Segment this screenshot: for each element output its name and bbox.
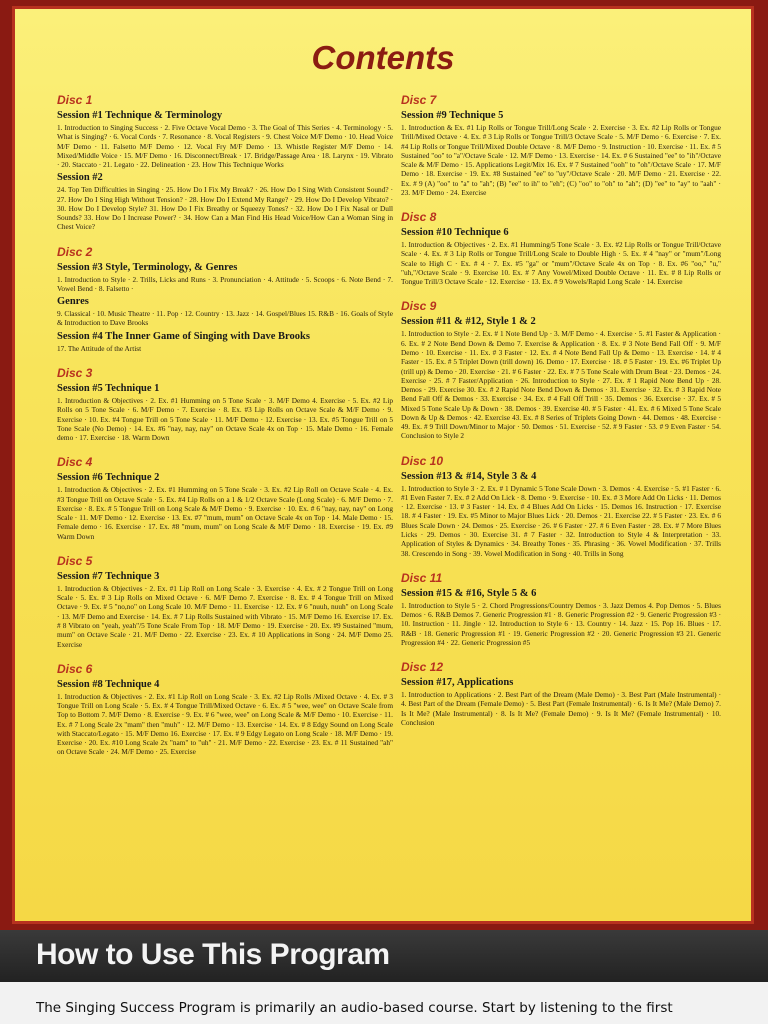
session-track-list: 1. Introduction & Objectives · 2. Ex. #1 Humming on 5 Tone Scale · 3. Ex. #2 Lip Roll on Octave Scale · 4. Ex. #3 Tongue Trill on Octave Scale · 5. Ex. #4 Lip Rolls on a 1 & 1/2 Octave Scale (Long Scale) · 6. M/F Demo · 7. Exercise · 8. Ex. # 5 Tongue Trill on Long Scale & M/F Demo · 9. Exercise · 10. Ex. # 6 "nay, nay, nay" on Long Scale · 11. M/F Demo · 12. Exercise · 13. Ex. #7 "mum, mum" on Octave Scale 4x on Top · 14. Male Demo · 15. Female demo · 16. Exercise · 17. Ex. #8 "mum, mum" on Long Scale & M/F Demo · 18. Exercise · 19. Ex. #9 Warm Down bbox=[57, 485, 393, 541]
disc-block bbox=[57, 662, 393, 757]
session-title: Session #5 Technique 1 bbox=[57, 382, 160, 394]
section-banner bbox=[0, 930, 768, 982]
session-track-list: 1. Introduction & Objectives · 2. Ex. #1 Humming on 5 Tone Scale · 3. M/F Demo 4. Exercise · 5. Ex. #2 Lip Rolls on 5 Tone Scale · 6. M/F Demo · 7. Exercise · 8. Ex. #3 Lip Rolls on Octave Scale & M/F Demo · 9. Exercise · 10. Ex. #4 Tongue Trill on 5 Tone Scale · 11. M/F Demo · 12. Exercise · 13. Ex. #5 Tongue Trill on 5 Tone Scale (No Demo) · 14. Ex. #6 "nay, nay, nay" on Octave Scale 4x on Top · 15. Male Demo · 16. Female demo · 17. Exercise · 18. Warm Down bbox=[57, 395, 393, 443]
left-column bbox=[57, 93, 393, 770]
session-track-list: 1. Introduction to Style 5 · 2. Chord Progressions/Country Demos · 3. Jazz Demos 4. Pop Demos · 5. Blues Demos · 6. R&B Demos 7. Generic Progression #1 · 8. Generic Progression #2 · 9. Generic Progression #3 · 10. Instruction · 11. Jingle · 12. Introduction to Style 6 · 13. Country · 14. Jazz · 15. Pop 16. Blues · 17. R&B · 18. Generic Progression #1 · 19. Generic Progression #2 · 20. Generic Progression #3 21. Generic Progression #4 · 22. Generic Progression #5 bbox=[401, 600, 721, 647]
disc-block bbox=[401, 660, 721, 727]
session-title: Session #8 Technique 4 bbox=[57, 678, 160, 690]
session-track-list: 1. Introduction to Singing Success · 2. Five Octave Vocal Demo · 3. The Goal of This Series · 4. Terminology · 5. What is Singing? · 6. Vocal Cords · 7. Resonance · 8. Vocal Registers · 9. Chest Voice M/F Demo · 10. Head Voice M/F Demo · 11. Falsetto M/F Demo · 12. Vocal Fry M/F Demo · 13. Whistle Register M/F Demo · 14. Mixed/Middle Voice · 15. M/F Demo · 16. Disconnect/Break · 17. Bridge/Passage Area · 18. Larynx · 19. Vibrato · 20. Staccato · 21. Legato · 22. Delineation · 23. How This Technique Works bbox=[57, 123, 393, 170]
session-track-list: 1. Introduction & Objectives · 2. Ex. #1 Lip Roll on Long Scale · 3. Ex. #2 Lip Rolls /Mixed Octave · 4. Ex. # 3 Tongue Trill on Long Scale · 5. Ex. # 4 Tongue Trill/Mixed Octave · 6. Ex. # 5 "wee, wee" on Octave Scale from Top to Bottom 7. M/F Demo · 8. Exercise · 9. Ex. # 6 "wee, wee" on Long Scale & M/F Demo · 10. Exercise · 11. Ex. # 7 Long Scale 2x "mam" then "muh" · 12. M/F Demo · 13. Exercise · 14. Ex. # 8 Edgy Sound on Long Scale with Staccato/Legato · 15. M/F Demo 16. Exercise · 17. Ex. # 9 Edgy Legato on Long Scale · 18. M/F Demo · 19. Exercise · 20. Ex. #10 Long Scale 2x "nam" to "uh" · 21. M/F Demo · 22. Exercise · 23. Ex. # 11 Sustained "ah" on Octave Scale · 24. M/F Demo · 25. Exercise bbox=[57, 691, 393, 757]
session-track-list: 1. Introduction to Applications · 2. Best Part of the Dream (Male Demo) · 3. Best Part (Male Instrumental) · 4. Best Part of the Dream (Female Demo) · 5. Best Part (Female Instrumental) · 6. Is It Me? (Male Demo) 7. Is It Me? (Male Instrumental) · 8. Is It Me? (Female Demo) · 9. Is It Me? (Female Instrumental) · 10. Conclusion bbox=[401, 690, 721, 727]
disc-title: Disc 9 bbox=[401, 299, 437, 314]
contents-page bbox=[12, 6, 754, 924]
session-title: Session #13 & #14, Style 3 & 4 bbox=[401, 470, 537, 482]
intro-text: The Singing Success Program is primarily an audio-based course. Start by listening to the first bbox=[36, 1000, 673, 1016]
disc-title: Disc 11 bbox=[401, 570, 443, 585]
session-track-list: 9. Classical · 10. Music Theatre · 11. Pop · 12. Country · 13. Jazz · 14. Gospel/Blues 15. R&B · 16. Goals of Style & Introduction to Dave Brooks bbox=[57, 309, 393, 328]
session-track-list: 1. Introduction & Objectives · 2. Ex. #1 Humming/5 Tone Scale · 3. Ex. #2 Lip Rolls or Tongue Trill/Octave Scale · 4. Ex. # 3 Lip Rolls or Tongue Trill/Long Scale to Double High · 5. Ex. # 4 "nay" or "mum"/Long Scale to High C · Ex. # 4 · 7. Ex. #5 "ga" or "mum"/Octave Scale 4x on Top · 8. Ex. #6 "oo," "u," "uh,"/Octave Scale · 9. Exercise 10. Ex. # 7 Any Vowel/Mixed Double Octave · 11. Ex. # 8 Lip Rolls or Tongue Trill/3 Octave Scale · 12. Exercise · 13. Ex. # 9 Vowels/Rapid Long Scale · 14. Exercise bbox=[401, 240, 721, 287]
session-title: Session #7 Technique 3 bbox=[57, 570, 160, 582]
disc-block bbox=[401, 210, 721, 286]
session-track-list: 1. Introduction & Ex. #1 Lip Rolls or Tongue Trill/Long Scale · 2. Exercise · 3. Ex. #2 Lip Rolls or Tongue Trill/Mixed Octave · 4. Ex. # 3 Lip Rolls or Tongue Trill/3 Octave Scale · 5. M/F Demo · 6. Exercise · 7. Ex. #4 Lip Rolls or Tongue Trill/Mixed Double Octave · 8. M/F Demo · 9. Instruction · 10. Exercise · 11. Ex. # 5 Sustained "oo" to "a"/Octave Scale · 12. M/F Demo · 13. Exercise · 14. Ex. # 6 Sustained "ee" to "ih"/Octave Scale & M/F Demo · 15. Applications Legit/Mix 16. Ex. # 7 Sustained "ooh" to "oh"/Octave Scale · 17. M/F Demo · 18. Exercise · 19. Ex. #8 Sustained "ee" to "uy"/Octave Scale · 20. M/F Demo · 21. Exercise · 22. Ex. # 9 (A) "oo" to "a" to "ah"; (B) "ee" to ih" to "eh"; (C) "oo" to "oh" to "ah"; (D) "ee" to "ay" to "aah" · 23. M/F Demo · 24. Exercise bbox=[401, 123, 721, 197]
disc-title: Disc 3 bbox=[57, 365, 93, 380]
disc-block bbox=[401, 93, 721, 197]
right-column bbox=[401, 93, 721, 740]
session-title: Session #2 bbox=[57, 172, 103, 184]
session-track-list: 1. Introduction & Objectives · 2. Ex. #1 Lip Roll on Long Scale · 3. Exercise · 4. Ex. # 2 Tongue Trill on Long Scale · 5. Ex. # 3 Lip Rolls on Mixed Octave · 6. M/F Demo 7. Exercise · 8. Ex. # 4 Tongue Trill on Mixed Octave · 9. Ex. # 5 "no,no" on Long Scale 10. M/F Demo · 11. Exercise · 12. Ex. # 6 "nuuh, nuuh" on Long Scale · 13. M/F Demo and Exercise · 14. Ex. # 7 Lip Rolls Sustained with Vibrato · 15. M/F Demo 16. Exercise 17. Ex. # 8 Vibrato on "yeah, yeah"/5 Tone Scale From Top · 18. M/F Demo · 19. Exercise · 20. Ex. #9 Sustained "mum, mum" on Octave Scale · 21. M/F Demo · 22. Exercise · 23. Ex. # 10 Applications in Song · 24. M/F Demo 25. Exercise bbox=[57, 583, 393, 649]
intro-section bbox=[0, 982, 768, 1024]
session-track-list: 17. The Attitude of the Artist bbox=[57, 343, 142, 353]
session-title: Session #3 Style, Terminology, & Genres bbox=[57, 261, 238, 273]
session-title: Session #15 & #16, Style 5 & 6 bbox=[401, 587, 537, 599]
disc-title: Disc 4 bbox=[57, 455, 93, 470]
disc-block bbox=[401, 571, 721, 647]
disc-block bbox=[401, 454, 721, 558]
session-title: Session #4 The Inner Game of Singing with Dave Brooks bbox=[57, 330, 310, 342]
banner-title: How to Use This Program bbox=[36, 938, 390, 971]
disc-title: Disc 8 bbox=[401, 210, 437, 225]
disc-title: Disc 7 bbox=[401, 93, 437, 107]
session-track-list: 1. Introduction to Style 3 · 2. Ex. # 1 Dynamic 5 Tone Scale Down · 3. Demos · 4. Exercise · 5. #1 Faster · 6. #1 Even Faster 7. Ex. # 2 Add On Lick · 8. Demo · 9. Exercise · 10. Ex. # 3 More Add On Licks · 11. Demos · 12. Exercise · 13. # 3 Faster · 14. Ex. # 4 Blues Add On Licks · 15. Demos 16. Instruction · 17. Exercise 18. # 4 Faster · 19. Ex. #5 Minor to Major Blues Lick · 20. Demos · 21. Exercise 22. # 5 Faster · 23. Ex. # 6 Blues Scale Down · 24. Demos · 25. Exercise · 26. # 6 Faster · 27. # 6 Even Faster · 28. Ex. # 7 More Blues Licks · 29. Demos · 30. Exercise 31. # 7 Faster · 32. Introduction to Style 4 & Interpretation · 33. Application of Styles & Dynamics · 34. Breathy Tones · 35. Phrasing · 36. Vowel Modification · 37. Trills 38. Crescendo in Song · 39. Vowel Modification in Song · 40. Trills in Song bbox=[401, 483, 721, 558]
session-title: Session #17, Applications bbox=[401, 677, 514, 689]
disc-title: Disc 5 bbox=[57, 553, 93, 568]
session-track-list: 1. Introduction to Style · 2. Ex. # 1 Note Bend Up · 3. M/F Demo · 4. Exercise · 5. #1 Faster & Application · 6. Ex. # 2 Note Bend Down & Demo 7. Exercise & Application · 8. Ex. # 3 Note Bend Fall Off · 9. M/F Demo · 10. Exercise · 11. Ex. # 3 Faster · 12. Ex. # 4 Note Bend Fall Up & Demo · 13. Exercise · 14. # 4 Faster · 15. Ex. # 5 Triplet Down (trill down) 16. Demo · 17. Exercise · 18. # 5 Faster · 19. Ex. #6 Triplet Up (trill up) & Demo · 20. Exercise · 21. # 6 Faster · 22. Ex. # 7 5 Tone Scale with Drum Beat · 23. Demos · 24. Exercise · 25. # 7 Faster/Application · 26. Introduction to Style · 27. Ex. # 1 Rapid Note Bend Up · 28. Demos · 29. Exercise 30. Ex. # 2 Rapid Note Bend Down & Demos · 31. Exercise · 32. Ex. # 3 Rapid Note Bend Fall Off & Demos · 33. Exercise · 34. Ex. # 4 Fall Off Trill · 35. Demos · 36. Exercise · 37. Ex. # 5 Mixed 5 Tone Scale Up & Down · 38. Demos · 39. Exercise 40. # 5 Faster · 41. Ex. # 6 Mixed 5 Tone Scale Down & Up & Demos · 42. Exercise 43. Ex. # 8 Series of Triplets Going Down · 44. Demos · 48. Exercise · 49. Ex. # 9 Trill Down/Minor to Major · 50. Demos · 51. Exercise · 52. # 9 Faster · 53. # 9 Even Faster · 54. Conclusion to Style 2 bbox=[401, 329, 721, 441]
disc-block bbox=[57, 366, 393, 442]
disc-title: Disc 1 bbox=[57, 93, 93, 107]
session-title: Session #10 Technique 6 bbox=[401, 227, 509, 239]
session-track-list: 24. Top Ten Difficulties in Singing · 25. How Do I Fix My Break? · 26. How Do I Sing With Consistent Sound? · 27. How Do I Sing High Without Tension? · 28. How Do I Extend My Range? · 29. How Do I Develop Vibrato? · 30. How Do I Develop Style? 31. How Do I Fix Breathy or Squeezy Tones? · 32. How Do I Fix Nasal or Dull Sounds? 33. How Do I Increase Power? · 34. How Can a Man Find His Head Voice/How Can a Woman Sing in Chest Voice? bbox=[57, 185, 393, 232]
session-track-list: 1. Introduction to Style · 2. Trills, Licks and Runs · 3. Pronunciation · 4. Attitude · 5. Scoops · 6. Note Bend · 7. Vowel Bend · 8. Falsetto · bbox=[57, 274, 393, 293]
disc-title: Disc 10 bbox=[401, 453, 444, 468]
disc-block bbox=[57, 93, 393, 232]
session-title: Session #6 Technique 2 bbox=[57, 472, 160, 484]
session-title: Genres bbox=[57, 296, 89, 308]
session-title: Session #11 & #12, Style 1 & 2 bbox=[401, 316, 536, 328]
disc-title: Disc 6 bbox=[57, 661, 93, 676]
disc-block bbox=[57, 245, 393, 353]
disc-block bbox=[57, 554, 393, 649]
disc-block bbox=[401, 299, 721, 440]
disc-title: Disc 2 bbox=[57, 244, 93, 259]
page-title: Contents bbox=[311, 39, 455, 76]
session-title: Session #9 Technique 5 bbox=[401, 110, 504, 121]
disc-block bbox=[57, 455, 393, 541]
session-title: Session #1 Technique & Terminology bbox=[57, 110, 223, 121]
disc-title: Disc 12 bbox=[401, 660, 444, 675]
